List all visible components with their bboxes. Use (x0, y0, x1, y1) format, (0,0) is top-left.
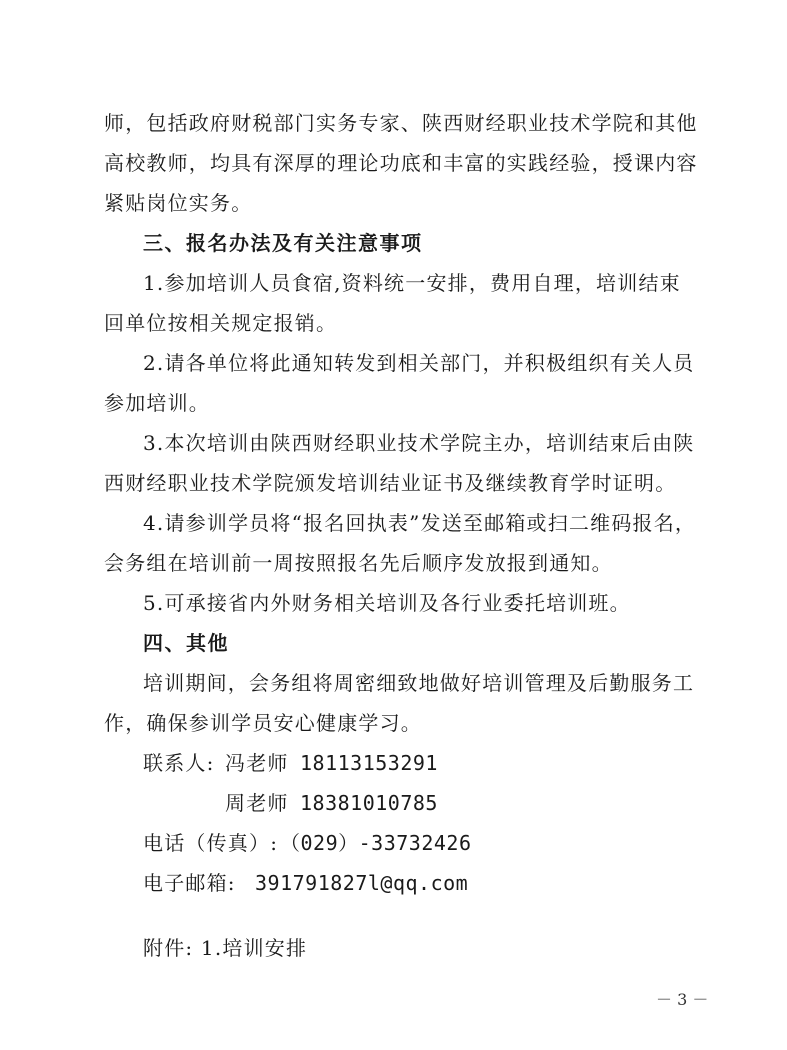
attachment-line: 附件: 1.培训安排 (143, 936, 308, 960)
paragraph-line: 会务组在培训前一周按照报名先后顺序发放报到通知。 (104, 551, 613, 575)
contact-person-2: 周老师 (225, 791, 289, 815)
section-heading-registration: 三、报名办法及有关注意事项 (143, 231, 423, 255)
paragraph-line: 紧贴岗位实务。 (104, 191, 253, 215)
email-label: 电子邮箱: (143, 871, 236, 895)
paragraph-line: 师，包括政府财税部门实务专家、陕西财经职业技术学院和其他 (104, 111, 698, 135)
paragraph-line: 5.可承接省内外财务相关培训及各行业委托培训班。 (143, 591, 631, 615)
fax-label: 电话（传真）: (143, 831, 279, 855)
paragraph-line: 培训期间，会务组将周密细致地做好培训管理及后勤服务工 (143, 671, 695, 695)
fax-value: （029）-33732426 (280, 831, 472, 855)
paragraph-line: 回单位按相关规定报销。 (104, 311, 338, 335)
contact-phone-1: 18113153291 (300, 751, 438, 775)
paragraph-line: 参加培训。 (104, 391, 210, 415)
paragraph-line: 西财经职业技术学院颁发培训结业证书及继续教育学时证明。 (104, 471, 677, 495)
contact-person-1: 冯老师 (225, 751, 289, 775)
paragraph-line: 高校教师，均具有深厚的理论功底和丰富的实践经验，授课内容 (104, 151, 698, 175)
section-heading-other: 四、其他 (143, 631, 229, 655)
contact-phone-2: 18381010785 (300, 791, 438, 815)
paragraph-line: 4.请参训学员将“报名回执表”发送至邮箱或扫二维码报名， (143, 511, 697, 535)
contact-label: 联系人: (143, 751, 215, 775)
page-number: － 3 － (656, 990, 709, 1009)
email-value: 391791827l@qq.com (255, 871, 469, 895)
paragraph-line: 1.参加培训人员食宿,资料统一安排，费用自理，培训结束 (143, 271, 681, 295)
paragraph-line: 2.请各单位将此通知转发到相关部门，并积极组织有关人员 (143, 351, 695, 375)
paragraph-line: 3.本次培训由陕西财经职业技术学院主办，培训结束后由陕 (143, 431, 695, 455)
paragraph-line: 作，确保参训学员安心健康学习。 (104, 711, 422, 735)
